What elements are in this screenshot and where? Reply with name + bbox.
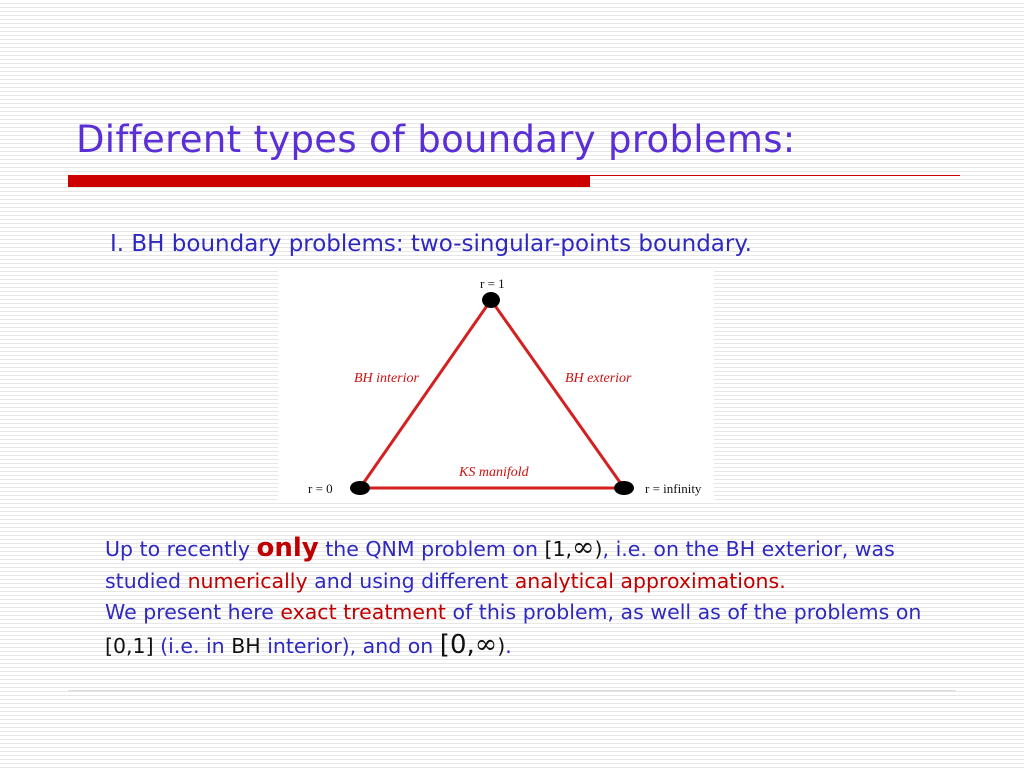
edge-left-line xyxy=(360,300,491,488)
p2-exact-treatment: exact treatment xyxy=(280,600,446,624)
p1-text-d: and using different xyxy=(307,568,515,593)
edge-left-label: BH interior xyxy=(354,371,419,386)
bottom-divider xyxy=(68,690,956,691)
body-paragraph xyxy=(105,532,935,662)
p2-interval-0-1: [0,1] xyxy=(105,633,154,658)
p2-text-c: (i.e. in xyxy=(153,633,232,658)
p1-text-b: the QNM problem on xyxy=(318,537,545,561)
p2-interval-open: [0, xyxy=(439,629,475,660)
p1-text-a: Up to recently xyxy=(105,537,257,561)
node-left xyxy=(350,481,370,495)
p1-numerically: numerically xyxy=(187,568,308,593)
p1-only: only xyxy=(256,533,319,563)
p2-interval-close: ) xyxy=(497,633,506,658)
title-divider-thick xyxy=(68,176,590,187)
p1-analytical: analytical approximations. xyxy=(514,568,786,593)
boundary-triangle-diagram xyxy=(278,270,714,502)
p2-text-b: of this problem, as well as of the problems on xyxy=(445,600,922,624)
section-subtitle: I. BH boundary problems: two-singular-points boundary. xyxy=(110,231,752,257)
infinity-symbol-2: ∞ xyxy=(474,628,498,660)
p2-text-d: interior), and on xyxy=(260,633,440,658)
p2-end: . xyxy=(505,633,512,658)
edge-right-label: BH exterior xyxy=(565,371,632,386)
p1-interval-open: [1, xyxy=(544,537,573,561)
edge-bottom-label: KS manifold xyxy=(459,465,529,480)
vertex-right-label: r = infinity xyxy=(645,481,702,496)
node-right xyxy=(614,481,634,495)
vertex-left-label: r = 0 xyxy=(308,481,333,496)
infinity-symbol: ∞ xyxy=(572,532,595,563)
node-top xyxy=(482,292,500,308)
p1-interval-close: ) xyxy=(594,537,603,561)
edge-right-line xyxy=(491,300,624,488)
p2-bh: BH xyxy=(231,633,261,658)
p1-text-c: , i.e. on the BH exterior, was studied xyxy=(105,537,895,593)
p2-text-a: We present here xyxy=(105,600,281,624)
slide-title: Different types of boundary problems: xyxy=(76,118,796,161)
vertex-top-label: r = 1 xyxy=(480,276,505,291)
